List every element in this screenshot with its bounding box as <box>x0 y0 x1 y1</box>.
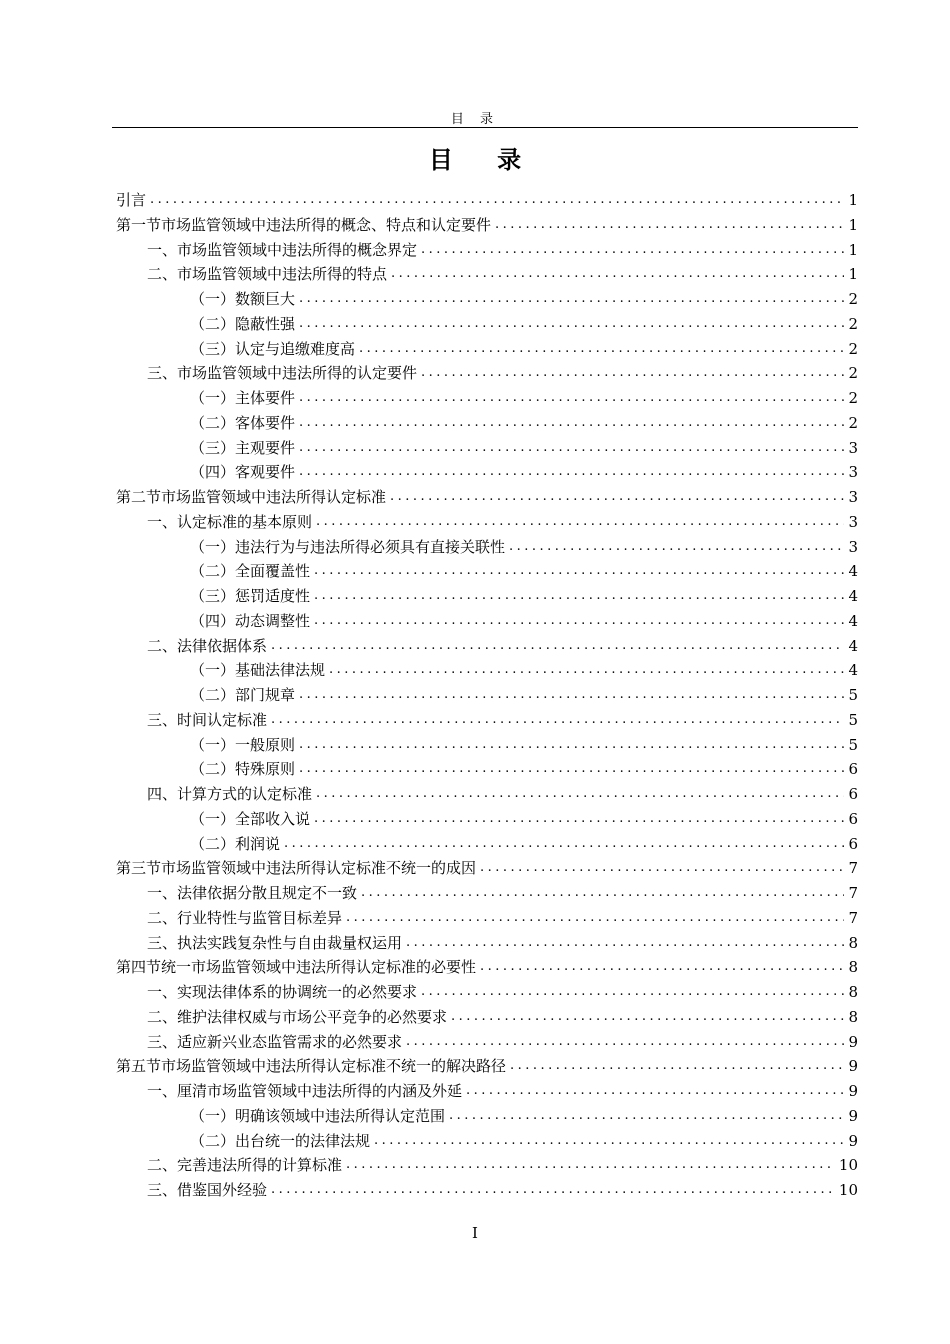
toc-entry-page: 7 <box>848 859 858 878</box>
toc-entry-page: 6 <box>848 809 858 828</box>
dot-leader <box>329 658 844 683</box>
page-number: I <box>472 1224 478 1242</box>
toc-entry[interactable] <box>116 1104 858 1129</box>
dot-leader <box>346 906 844 931</box>
dot-leader <box>346 1153 835 1178</box>
toc-entry-page: 1 <box>848 240 858 259</box>
dot-leader <box>421 361 844 386</box>
toc-entry-page: 2 <box>848 339 858 358</box>
dot-leader <box>299 460 844 485</box>
toc-entry-page: 3 <box>848 463 858 482</box>
toc-entry-title: （一）明确该领域中违法所得认定范围 <box>190 1106 446 1125</box>
toc-entry[interactable] <box>116 287 858 312</box>
dot-leader <box>271 1178 835 1203</box>
toc-entry-page: 4 <box>848 611 858 630</box>
dot-leader <box>390 485 844 510</box>
running-header: 目 录 <box>450 112 500 127</box>
toc-entry-page: 3 <box>848 438 858 457</box>
toc-entry[interactable] <box>116 188 858 213</box>
toc-entry-title: （三）认定与追缴难度高 <box>190 339 356 358</box>
toc-entry-title: 第四节统一市场监管领域中违法所得认定标准的必要性 <box>116 958 477 977</box>
toc-entry-title: 三、时间认定标准 <box>147 710 268 729</box>
toc-entry[interactable] <box>116 238 858 263</box>
toc-entry-page: 5 <box>848 686 858 704</box>
toc-entry-title: 第二节市场监管领域中违法所得认定标准 <box>116 488 387 506</box>
toc-entry[interactable] <box>116 658 858 683</box>
toc-entry[interactable] <box>116 733 858 758</box>
toc-entry-page: 6 <box>848 834 858 853</box>
dot-leader <box>391 262 844 287</box>
toc-entry-title: 第三节市场监管领域中违法所得认定标准不统一的成因 <box>116 859 477 878</box>
toc-entry-page: 3 <box>848 512 858 531</box>
toc-entry-page: 1 <box>848 191 858 209</box>
toc-entry-page: 3 <box>848 537 858 556</box>
toc-entry[interactable] <box>116 1030 858 1055</box>
dot-leader <box>299 683 844 708</box>
dot-leader <box>421 238 844 263</box>
toc-entry-title: 第一节市场监管领域中违法所得的概念、特点和认定要件 <box>116 215 492 234</box>
dot-leader <box>316 782 844 807</box>
toc-entry-title: 二、市场监管领域中违法所得的特点 <box>147 265 388 284</box>
toc-entry[interactable] <box>116 1153 858 1178</box>
toc-entry[interactable] <box>116 411 858 436</box>
toc-entry-page: 1 <box>848 265 858 284</box>
toc-entry-page: 2 <box>848 413 858 432</box>
dot-leader <box>374 1129 844 1154</box>
toc-entry-title: 三、适应新兴业态监管需求的必然要求 <box>147 1032 403 1051</box>
toc-entry[interactable] <box>116 1054 858 1079</box>
dot-leader <box>361 881 844 906</box>
dot-leader <box>314 807 844 832</box>
toc-entry-title: （一）一般原则 <box>190 735 296 754</box>
toc-entry[interactable] <box>116 262 858 287</box>
toc-entry-title: 三、市场监管领域中违法所得的认定要件 <box>147 364 418 383</box>
toc-entry-page: 4 <box>848 636 858 655</box>
toc-entry-page: 5 <box>848 735 858 754</box>
toc-entry-title: （一）数额巨大 <box>190 290 296 308</box>
dot-leader <box>480 856 844 881</box>
toc-entry-title: 三、借鉴国外经验 <box>147 1181 268 1199</box>
toc-entry-title: 一、市场监管领域中违法所得的概念界定 <box>147 240 418 259</box>
header-rule <box>112 127 858 128</box>
toc-entry-title: 三、执法实践复杂性与自由裁量权运用 <box>147 933 403 952</box>
toc-entry-page: 4 <box>848 562 858 581</box>
toc-entry[interactable] <box>116 980 858 1005</box>
table-of-contents <box>116 188 858 1203</box>
dot-leader <box>314 584 844 609</box>
toc-entry-page: 10 <box>838 1181 858 1199</box>
toc-entry-page: 8 <box>848 933 858 952</box>
dot-leader <box>271 634 844 659</box>
toc-entry-title: （一）全部收入说 <box>190 809 311 828</box>
toc-entry[interactable] <box>116 559 858 584</box>
dot-leader <box>299 312 844 337</box>
toc-entry[interactable] <box>116 337 858 362</box>
dot-leader <box>449 1104 844 1129</box>
toc-entry-title: 二、完善违法所得的计算标准 <box>147 1156 343 1175</box>
toc-entry[interactable] <box>116 1129 858 1154</box>
toc-entry[interactable] <box>116 1005 858 1030</box>
toc-entry-page: 9 <box>848 1131 858 1150</box>
toc-entry[interactable] <box>116 436 858 461</box>
dot-leader <box>509 535 844 560</box>
toc-entry-title: 一、认定标准的基本原则 <box>147 512 313 531</box>
toc-entry-page: 3 <box>848 488 858 506</box>
dot-leader <box>314 559 844 584</box>
toc-entry[interactable] <box>116 1178 858 1203</box>
dot-leader <box>299 386 844 411</box>
toc-entry[interactable] <box>116 361 858 386</box>
toc-entry-title: 二、行业特性与监管目标差异 <box>147 908 343 927</box>
toc-entry-page: 2 <box>848 389 858 407</box>
toc-entry-page: 2 <box>848 290 858 308</box>
toc-entry-title: （二）隐蔽性强 <box>190 314 296 333</box>
toc-entry-title: 二、维护法律权威与市场公平竞争的必然要求 <box>147 1007 448 1026</box>
toc-entry[interactable] <box>116 782 858 807</box>
dot-leader <box>299 287 844 312</box>
toc-entry-title: （一）违法行为与违法所得必须具有直接关联性 <box>190 537 506 556</box>
toc-entry-page: 9 <box>848 1106 858 1125</box>
toc-entry-title: （四）客观要件 <box>190 463 296 482</box>
toc-entry-title: 一、厘清市场监管领域中违法所得的内涵及外延 <box>147 1082 463 1100</box>
toc-entry-title: （二）全面覆盖性 <box>190 562 311 581</box>
toc-entry[interactable] <box>116 931 858 956</box>
toc-entry-page: 7 <box>848 884 858 902</box>
toc-entry-title: 四、计算方式的认定标准 <box>147 785 313 803</box>
toc-entry[interactable] <box>116 213 858 238</box>
toc-entry-page: 4 <box>848 661 858 680</box>
dot-leader <box>314 609 844 634</box>
toc-entry-title: （四）动态调整性 <box>190 611 311 630</box>
toc-entry-page: 9 <box>848 1057 858 1076</box>
toc-entry[interactable] <box>116 386 858 411</box>
toc-entry-title: 一、法律依据分散且规定不一致 <box>147 884 358 902</box>
toc-entry-title: （二）出台统一的法律法规 <box>190 1131 371 1150</box>
toc-entry-title: （二）客体要件 <box>190 413 296 432</box>
toc-entry[interactable] <box>116 881 858 906</box>
dot-leader <box>299 411 844 436</box>
toc-entry[interactable] <box>116 807 858 832</box>
toc-entry-page: 8 <box>848 1007 858 1026</box>
toc-entry[interactable] <box>116 832 858 857</box>
toc-entry-title: （一）主体要件 <box>190 389 296 407</box>
dot-leader <box>271 708 844 733</box>
toc-entry-title: 引言 <box>116 191 147 209</box>
toc-entry-page: 6 <box>848 760 858 779</box>
toc-entry[interactable] <box>116 485 858 510</box>
toc-entry-title: （三）主观要件 <box>190 438 296 457</box>
toc-entry[interactable] <box>116 460 858 485</box>
toc-entry[interactable] <box>116 683 858 708</box>
toc-entry[interactable] <box>116 1079 858 1104</box>
toc-entry-title: 一、实现法律体系的协调统一的必然要求 <box>147 983 418 1001</box>
toc-entry-page: 2 <box>848 314 858 333</box>
toc-entry[interactable] <box>116 906 858 931</box>
dot-leader <box>466 1079 844 1104</box>
toc-entry[interactable] <box>116 757 858 782</box>
dot-leader <box>316 510 844 535</box>
toc-entry-title: （三）惩罚适度性 <box>190 587 311 605</box>
toc-entry[interactable] <box>116 609 858 634</box>
toc-entry[interactable] <box>116 708 858 733</box>
dot-leader <box>150 188 844 213</box>
dot-leader <box>451 1005 844 1030</box>
dot-leader <box>359 337 844 362</box>
toc-entry-page: 9 <box>848 1082 858 1100</box>
toc-entry-page: 8 <box>848 983 858 1001</box>
dot-leader <box>406 1030 844 1055</box>
toc-entry[interactable] <box>116 312 858 337</box>
toc-entry-page: 4 <box>848 587 858 605</box>
toc-entry-title: （二）部门规章 <box>190 686 296 704</box>
dot-leader <box>299 757 844 782</box>
dot-leader <box>284 832 844 857</box>
toc-entry-page: 8 <box>848 958 858 977</box>
dot-leader <box>421 980 844 1005</box>
toc-entry-title: （二）利润说 <box>190 834 281 853</box>
toc-entry-title: （一）基础法律法规 <box>190 661 326 680</box>
dot-leader <box>495 213 844 238</box>
toc-entry-page: 6 <box>848 785 858 803</box>
toc-entry-page: 7 <box>848 908 858 927</box>
toc-entry-page: 1 <box>848 215 858 234</box>
dot-leader <box>299 733 844 758</box>
toc-entry-page: 5 <box>848 710 858 729</box>
toc-entry[interactable] <box>116 856 858 881</box>
toc-entry[interactable] <box>116 955 858 980</box>
toc-entry[interactable] <box>116 634 858 659</box>
toc-entry[interactable] <box>116 584 858 609</box>
dot-leader <box>480 955 844 980</box>
toc-entry-page: 9 <box>848 1032 858 1051</box>
toc-entry-title: 第五节市场监管领域中违法所得认定标准不统一的解决路径 <box>116 1057 507 1076</box>
page-title: 目 录 <box>428 146 540 174</box>
toc-entry[interactable] <box>116 535 858 560</box>
toc-entry-title: （二）特殊原则 <box>190 760 296 779</box>
dot-leader <box>406 931 844 956</box>
dot-leader <box>299 436 844 461</box>
dot-leader <box>510 1054 844 1079</box>
toc-entry-title: 二、法律依据体系 <box>147 636 268 655</box>
toc-entry[interactable] <box>116 510 858 535</box>
toc-entry-page: 2 <box>848 364 858 383</box>
toc-entry-page: 10 <box>838 1156 858 1175</box>
